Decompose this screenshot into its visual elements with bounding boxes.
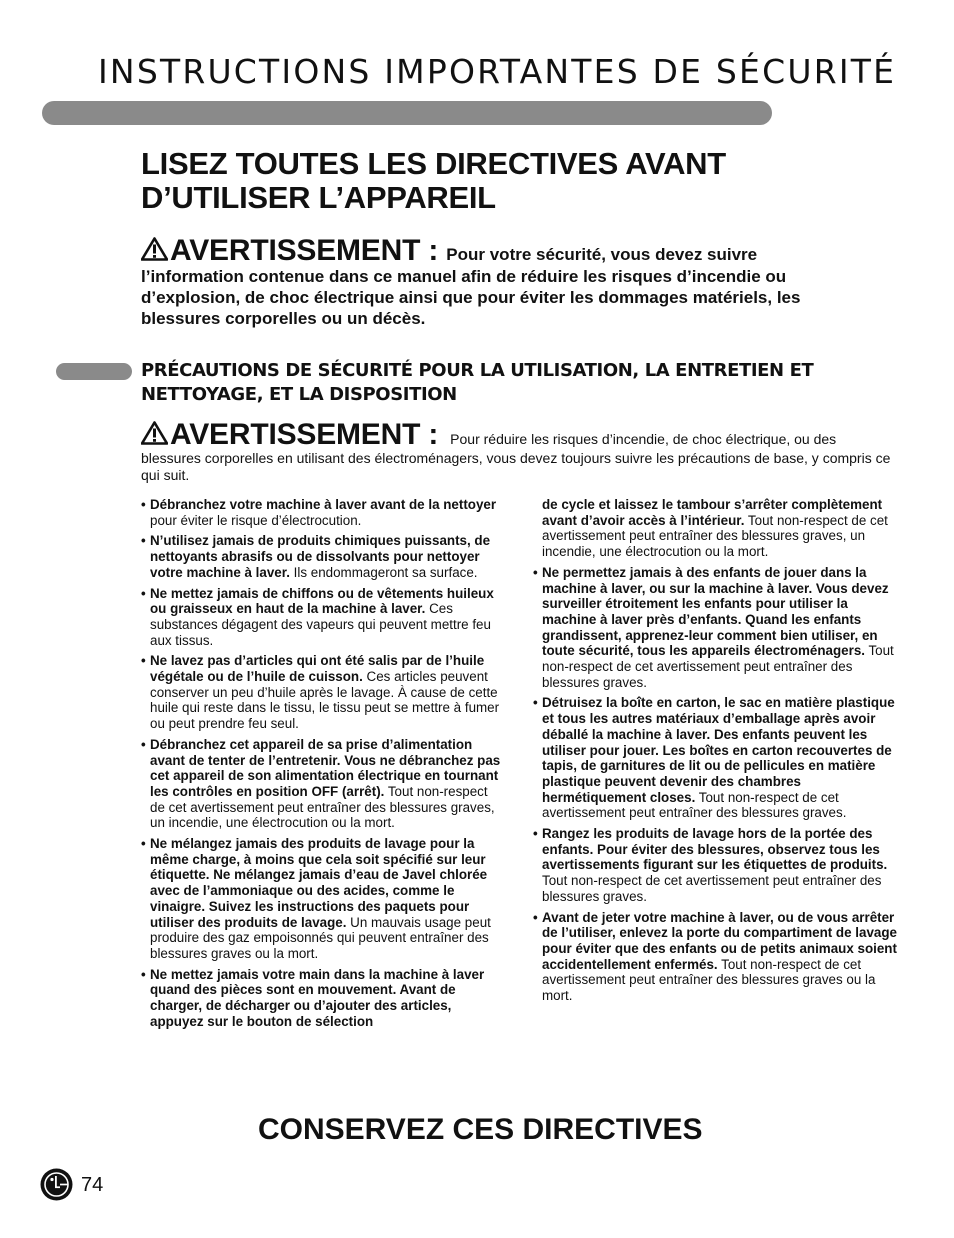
warning-label: AVERTISSEMENT : <box>141 234 446 267</box>
main-heading-line2: D’UTILISER L’APPAREIL <box>141 180 496 215</box>
list-item: • Ne mettez jamais votre main dans la machine à laver quand des pièces sont en mouvement. Avant de charger, de décharger ou d’ajouter des articles, appuyez sur le bouton de sélection <box>141 966 485 1029</box>
main-heading <box>141 147 821 215</box>
footer-heading: CONSERVEZ CES DIRECTIVES <box>258 1113 703 1146</box>
section-heading: PRÉCAUTIONS DE SÉCURITÉ POUR LA UTILISATION, LA ENTRETIEN ET NETTOYAGE, ET LA DISPOSITION <box>141 360 814 405</box>
list-item: • N’utilisez jamais de produits chimiques puissants, de nettoyants abrasifs ou de dissolvants pour nettoyer votre machine à laver. Ils endommageront sa surface. <box>141 533 491 580</box>
warning-triangle-icon <box>141 237 168 261</box>
section-marker-pill <box>56 363 132 380</box>
warning-triangle-icon <box>141 421 168 445</box>
list-item: • Ne permettez jamais à des enfants de jouer dans la machine à laver, ou sur la machine à laver. Vous devez surveiller étroitement les enfants pour utiliser la machine à laver près d’enfants. Quand les enfants grandissent, apprenez-leur comment bien utiliser, en toute sécurité, tous les appareils électroménagers. Tout non-respect de cet avertissement peut entraîner des blessures graves. <box>533 564 894 690</box>
main-heading-line1: LISEZ TOUTES LES DIRECTIVES AVANT <box>141 146 726 181</box>
general-warning <box>141 236 861 329</box>
list-item: • Ne mélangez jamais des produits de lavage pour la même charge, à moins que cela soit spécifié sur leur étiquette. Ne mélangez jamais d’eau de Javel chlorée avec de l’ammoniaque ou des acides, comme le vinaigre. Suivez les instructions des paquets pour utiliser des produits de lavage. Un mauvais usage peut produire des gaz empoisonnés qui peuvent entraîner des blessures graves ou la mort. <box>141 836 491 961</box>
page-title: INSTRUCTIONS IMPORTANTES DE SÉCURITÉ <box>98 52 897 91</box>
list-item-continuation: de cycle et laissez le tambour s’arrêter complètement avant d’avoir accès à l’intérieur. Tout non-respect de cet avertissement peut entraîner des blessures graves, un incendie, une électrocution ou la mort. <box>542 497 888 560</box>
general-warning-text: Pour votre sécurité, vous devez suivre l’information contenue dans ce manuel afin de réduire les risques d’incendie ou d’explosion, de choc électrique ainsi que pour éviter les dommages matériels, les blessures corporelles ou un décès. <box>141 245 801 328</box>
list-item: • Ne mettez jamais de chiffons ou de vêtements huileux ou graisseux en haut de la machine à laver. Ces substances dégagent des vapeurs qui peuvent mettre feu aux tissus. <box>141 585 494 648</box>
lg-logo-icon <box>40 1168 73 1201</box>
right-column <box>533 497 897 1009</box>
list-item: • Avant de jeter votre machine à laver, ou de vous arrêter de l’utiliser, enlevez la porte du compartiment de lavage pour éviter que des enfants ou de petits animaux soient accidentellement enfermés. Tout non-respect de cet avertissement peut entraîner des blessures graves ou la mort. <box>533 909 897 1004</box>
list-item: • Débranchez votre machine à laver avant de la nettoyer pour éviter le risque d’électrocution. <box>141 497 497 528</box>
list-item: • Débranchez cet appareil de sa prise d’alimentation avant de tenter de l’entretenir. Vous ne débranchez pas cet appareil de son alimentation électrique en tournant les contrôles en position OFF (arrêt). Tout non-respect de cet avertissement peut entraîner des blessures graves, un incendie, une électrocution ou la mort. <box>141 736 501 831</box>
title-underline-bar <box>42 101 772 125</box>
list-item: • Détruisez la boîte en carton, le sac en matière plastique et tous les autres matériaux d’emballage après avoir déballé la machine à laver. Des enfants peuvent les utiliser pour jouer. Les boîtes en carton recouvertes de tapis, de garnitures de lit ou de pellicules en matière plastique peuvent devenir des chambres hermétiquement closes. Tout non-respect de cet avertissement peut entraîner des blessures graves. <box>533 695 895 821</box>
list-item: • Rangez les produits de lavage hors de la portée des enfants. Pour éviter des blessures, observez tous les avertissements figurant sur les étiquettes de produits. Tout non-respect de cet avertissement peut entraîner des blessures graves. <box>533 826 888 904</box>
precautions-warning <box>141 420 891 484</box>
page-number: 74 <box>81 1174 104 1196</box>
left-column <box>141 497 505 1035</box>
warning-label: AVERTISSEMENT : <box>141 418 446 451</box>
precautions-warning-text: Pour réduire les risques d’incendie, de choc électrique, ou des blessures corporelles en utilisant des électroménagers, vous devez toujours suivre les précautions de base, y compris ce qui suit. <box>141 431 891 483</box>
list-item: • Ne lavez pas d’articles qui ont été salis par de l’huile végétale ou de l’huile de cuisson. Ces articles peuvent conserver un peu d’huile après le lavage. À cause de cette huile qui reste dans le tissu, le tissu peut se mettre à fumer ou peut prendre feu seul. <box>141 653 500 732</box>
